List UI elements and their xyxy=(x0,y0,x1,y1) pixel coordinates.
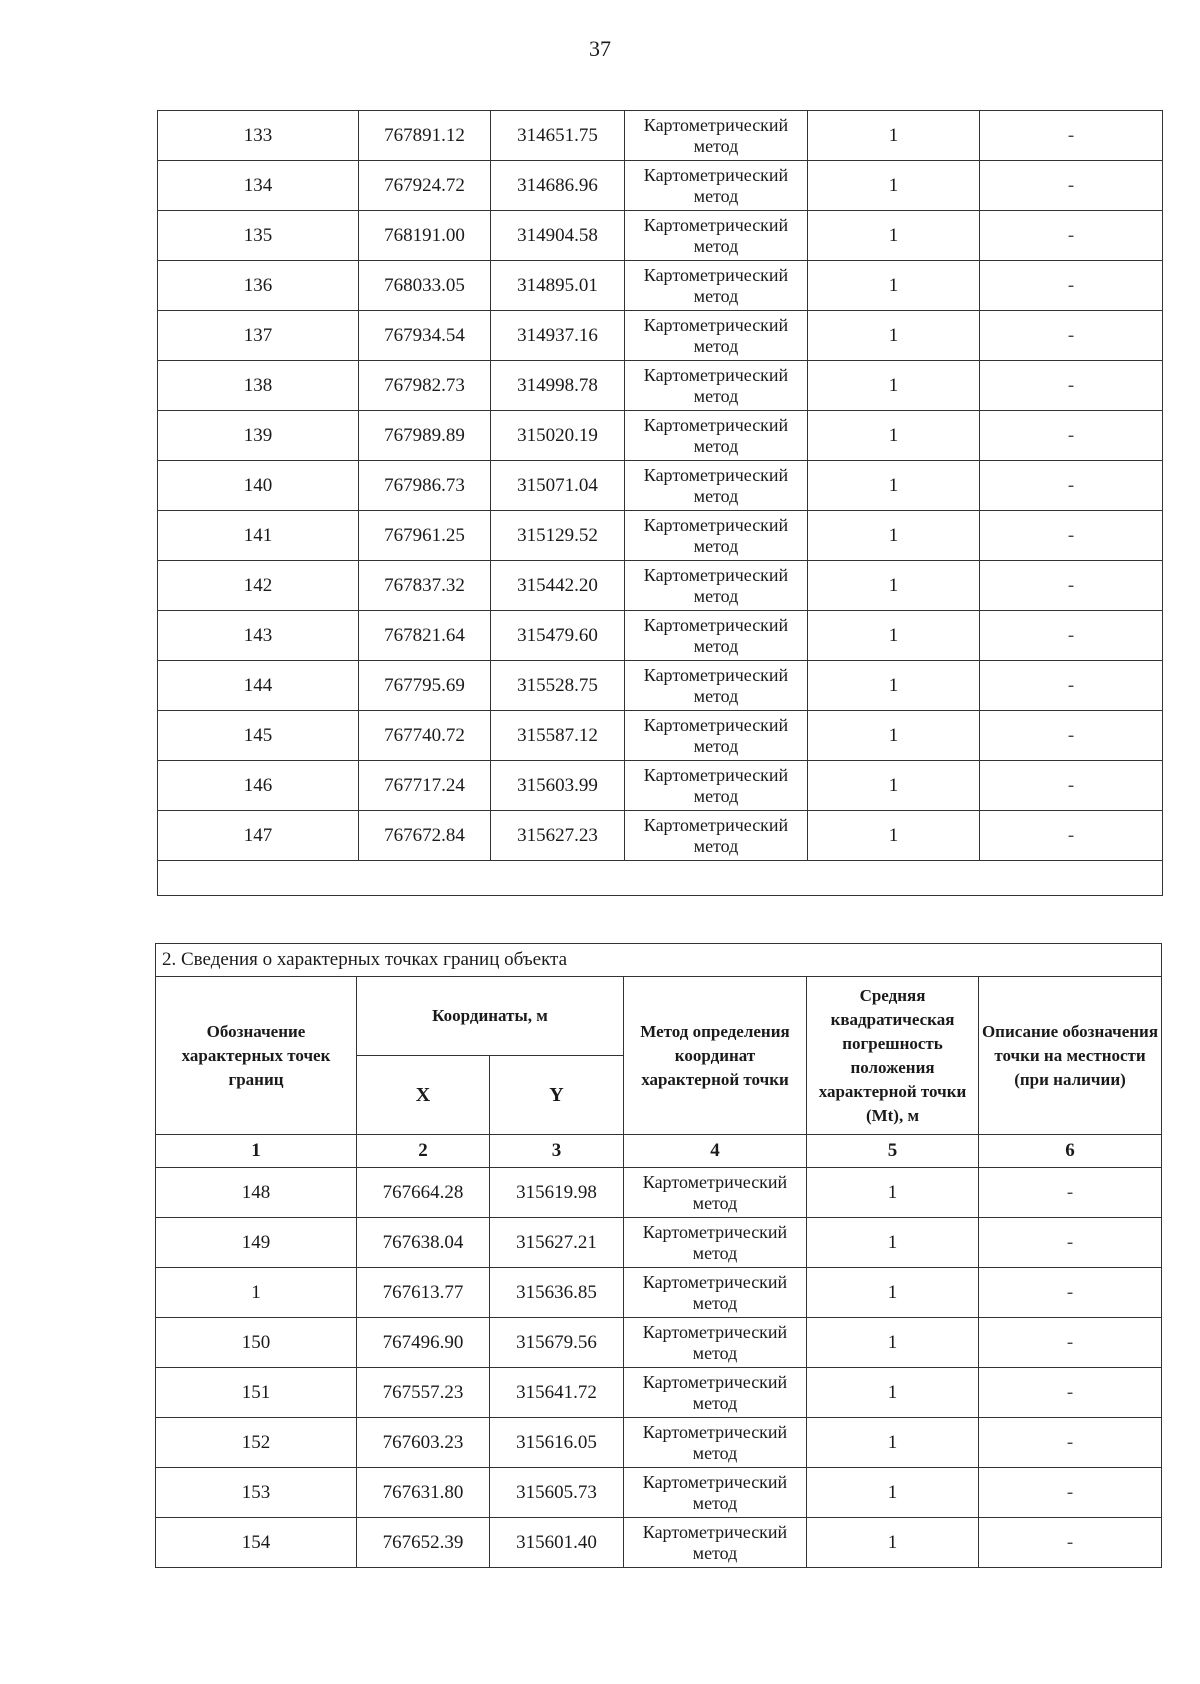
x-coordinate-cell: 767652.39 xyxy=(357,1518,490,1568)
coordinates-table-continued xyxy=(157,110,1163,896)
error-cell: 1 xyxy=(808,261,980,311)
description-cell: - xyxy=(980,661,1163,711)
table-row xyxy=(158,611,1163,661)
point-id-cell: 135 xyxy=(158,211,359,261)
x-coordinate-cell: 768033.05 xyxy=(359,261,491,311)
y-coordinate-cell: 315605.73 xyxy=(490,1468,624,1518)
error-cell: 1 xyxy=(807,1318,979,1368)
point-id-cell: 137 xyxy=(158,311,359,361)
method-cell: Картометрический метод xyxy=(624,1468,807,1518)
y-coordinate-cell: 314904.58 xyxy=(491,211,625,261)
column-number: 5 xyxy=(807,1135,979,1168)
description-cell: - xyxy=(980,811,1163,861)
point-id-cell: 133 xyxy=(158,111,359,161)
method-cell: Картометрический метод xyxy=(624,1168,807,1218)
description-cell: - xyxy=(980,161,1163,211)
y-coordinate-cell: 315479.60 xyxy=(491,611,625,661)
column-numbers-row xyxy=(156,1135,1162,1168)
point-id-cell: 1 xyxy=(156,1268,357,1318)
empty-row xyxy=(158,861,1163,896)
error-cell: 1 xyxy=(808,711,980,761)
error-cell: 1 xyxy=(808,561,980,611)
x-coordinate-cell: 767837.32 xyxy=(359,561,491,611)
error-cell: 1 xyxy=(807,1268,979,1318)
point-id-cell: 147 xyxy=(158,811,359,861)
error-cell: 1 xyxy=(808,411,980,461)
point-id-cell: 145 xyxy=(158,711,359,761)
method-cell: Картометрический метод xyxy=(624,1368,807,1418)
y-coordinate-cell: 315636.85 xyxy=(490,1268,624,1318)
point-id-cell: 138 xyxy=(158,361,359,411)
description-cell: - xyxy=(980,561,1163,611)
error-cell: 1 xyxy=(807,1218,979,1268)
x-coordinate-cell: 767924.72 xyxy=(359,161,491,211)
column-number: 4 xyxy=(624,1135,807,1168)
table-row xyxy=(156,1418,1162,1468)
page-number: 37 xyxy=(589,36,611,61)
error-cell: 1 xyxy=(808,461,980,511)
error-cell: 1 xyxy=(808,511,980,561)
description-cell: - xyxy=(980,211,1163,261)
y-coordinate-cell: 315603.99 xyxy=(491,761,625,811)
header-x: X xyxy=(357,1056,490,1135)
description-cell: - xyxy=(979,1518,1162,1568)
table-row xyxy=(158,161,1163,211)
description-cell: - xyxy=(979,1418,1162,1468)
table-row xyxy=(156,1218,1162,1268)
description-cell: - xyxy=(980,611,1163,661)
table-row xyxy=(158,211,1163,261)
header-coordinates: Координаты, м xyxy=(357,977,624,1056)
y-coordinate-cell: 315627.21 xyxy=(490,1218,624,1268)
table-row xyxy=(158,711,1163,761)
description-cell: - xyxy=(979,1268,1162,1318)
table-row xyxy=(158,361,1163,411)
y-coordinate-cell: 315619.98 xyxy=(490,1168,624,1218)
method-cell: Картометрический метод xyxy=(625,461,808,511)
error-cell: 1 xyxy=(808,611,980,661)
table-row xyxy=(158,511,1163,561)
error-cell: 1 xyxy=(807,1518,979,1568)
description-cell: - xyxy=(980,511,1163,561)
x-coordinate-cell: 767496.90 xyxy=(357,1318,490,1368)
table-row xyxy=(156,1318,1162,1368)
description-cell: - xyxy=(980,411,1163,461)
x-coordinate-cell: 767603.23 xyxy=(357,1418,490,1468)
description-cell: - xyxy=(979,1168,1162,1218)
y-coordinate-cell: 314686.96 xyxy=(491,161,625,211)
point-id-cell: 151 xyxy=(156,1368,357,1418)
y-coordinate-cell: 315587.12 xyxy=(491,711,625,761)
point-id-cell: 136 xyxy=(158,261,359,311)
table-row xyxy=(156,1468,1162,1518)
table-row xyxy=(156,1518,1162,1568)
table1-body xyxy=(158,111,1163,896)
x-coordinate-cell: 767631.80 xyxy=(357,1468,490,1518)
description-cell: - xyxy=(979,1218,1162,1268)
point-id-cell: 143 xyxy=(158,611,359,661)
point-id-cell: 154 xyxy=(156,1518,357,1568)
x-coordinate-cell: 767961.25 xyxy=(359,511,491,561)
y-coordinate-cell: 314937.16 xyxy=(491,311,625,361)
point-id-cell: 134 xyxy=(158,161,359,211)
error-cell: 1 xyxy=(808,661,980,711)
x-coordinate-cell: 767740.72 xyxy=(359,711,491,761)
table-row xyxy=(158,561,1163,611)
x-coordinate-cell: 767989.89 xyxy=(359,411,491,461)
x-coordinate-cell: 767664.28 xyxy=(357,1168,490,1218)
method-cell: Картометрический метод xyxy=(624,1218,807,1268)
point-id-cell: 139 xyxy=(158,411,359,461)
header-designation: Обозначение характерных точек границ xyxy=(156,977,357,1135)
description-cell: - xyxy=(979,1468,1162,1518)
error-cell: 1 xyxy=(807,1368,979,1418)
header-error: Средняя квадратическая погрешность положения характерной точки (Mt), м xyxy=(807,977,979,1135)
description-cell: - xyxy=(980,761,1163,811)
column-number: 3 xyxy=(490,1135,624,1168)
section-title: 2. Сведения о характерных точках границ объекта xyxy=(156,944,1162,977)
table-row xyxy=(158,411,1163,461)
point-id-cell: 141 xyxy=(158,511,359,561)
method-cell: Картометрический метод xyxy=(625,261,808,311)
point-id-cell: 150 xyxy=(156,1318,357,1368)
method-cell: Картометрический метод xyxy=(624,1318,807,1368)
table-row xyxy=(158,311,1163,361)
description-cell: - xyxy=(980,311,1163,361)
column-number: 2 xyxy=(357,1135,490,1168)
y-coordinate-cell: 315071.04 xyxy=(491,461,625,511)
method-cell: Картометрический метод xyxy=(624,1518,807,1568)
method-cell: Картометрический метод xyxy=(624,1268,807,1318)
description-cell: - xyxy=(980,461,1163,511)
table2-body xyxy=(156,1168,1162,1568)
point-id-cell: 149 xyxy=(156,1218,357,1268)
header-description: Описание обозначения точки на местности (при наличии) xyxy=(979,977,1162,1135)
table-row xyxy=(158,261,1163,311)
x-coordinate-cell: 767982.73 xyxy=(359,361,491,411)
error-cell: 1 xyxy=(807,1418,979,1468)
x-coordinate-cell: 768191.00 xyxy=(359,211,491,261)
y-coordinate-cell: 315442.20 xyxy=(491,561,625,611)
table-row xyxy=(158,111,1163,161)
method-cell: Картометрический метод xyxy=(625,711,808,761)
error-cell: 1 xyxy=(808,211,980,261)
error-cell: 1 xyxy=(808,111,980,161)
y-coordinate-cell: 315679.56 xyxy=(490,1318,624,1368)
empty-cell xyxy=(158,861,1163,896)
x-coordinate-cell: 767638.04 xyxy=(357,1218,490,1268)
table-row xyxy=(156,1268,1162,1318)
boundary-points-table xyxy=(155,943,1162,1568)
point-id-cell: 142 xyxy=(158,561,359,611)
point-id-cell: 146 xyxy=(158,761,359,811)
y-coordinate-cell: 314651.75 xyxy=(491,111,625,161)
header-y: Y xyxy=(490,1056,624,1135)
x-coordinate-cell: 767717.24 xyxy=(359,761,491,811)
description-cell: - xyxy=(979,1368,1162,1418)
table-row xyxy=(158,761,1163,811)
y-coordinate-cell: 315129.52 xyxy=(491,511,625,561)
point-id-cell: 140 xyxy=(158,461,359,511)
x-coordinate-cell: 767795.69 xyxy=(359,661,491,711)
description-cell: - xyxy=(980,711,1163,761)
x-coordinate-cell: 767934.54 xyxy=(359,311,491,361)
y-coordinate-cell: 314895.01 xyxy=(491,261,625,311)
description-cell: - xyxy=(979,1318,1162,1368)
error-cell: 1 xyxy=(808,761,980,811)
description-cell: - xyxy=(980,111,1163,161)
error-cell: 1 xyxy=(808,811,980,861)
method-cell: Картометрический метод xyxy=(625,761,808,811)
error-cell: 1 xyxy=(808,311,980,361)
method-cell: Картометрический метод xyxy=(624,1418,807,1468)
error-cell: 1 xyxy=(807,1168,979,1218)
table-row xyxy=(158,661,1163,711)
table-row xyxy=(158,461,1163,511)
x-coordinate-cell: 767986.73 xyxy=(359,461,491,511)
table-row xyxy=(158,811,1163,861)
description-cell: - xyxy=(980,261,1163,311)
column-number: 1 xyxy=(156,1135,357,1168)
y-coordinate-cell: 315528.75 xyxy=(491,661,625,711)
x-coordinate-cell: 767672.84 xyxy=(359,811,491,861)
y-coordinate-cell: 315616.05 xyxy=(490,1418,624,1468)
column-number: 6 xyxy=(979,1135,1162,1168)
point-id-cell: 152 xyxy=(156,1418,357,1468)
description-cell: - xyxy=(980,361,1163,411)
point-id-cell: 153 xyxy=(156,1468,357,1518)
table-row xyxy=(156,1368,1162,1418)
y-coordinate-cell: 315641.72 xyxy=(490,1368,624,1418)
method-cell: Картометрический метод xyxy=(625,661,808,711)
method-cell: Картометрический метод xyxy=(625,611,808,661)
error-cell: 1 xyxy=(808,161,980,211)
header-method: Метод определения координат характерной точки xyxy=(624,977,807,1135)
point-id-cell: 148 xyxy=(156,1168,357,1218)
method-cell: Картометрический метод xyxy=(625,211,808,261)
x-coordinate-cell: 767557.23 xyxy=(357,1368,490,1418)
y-coordinate-cell: 315601.40 xyxy=(490,1518,624,1568)
y-coordinate-cell: 314998.78 xyxy=(491,361,625,411)
x-coordinate-cell: 767821.64 xyxy=(359,611,491,661)
x-coordinate-cell: 767613.77 xyxy=(357,1268,490,1318)
error-cell: 1 xyxy=(807,1468,979,1518)
method-cell: Картометрический метод xyxy=(625,811,808,861)
method-cell: Картометрический метод xyxy=(625,361,808,411)
table-row xyxy=(156,1168,1162,1218)
method-cell: Картометрический метод xyxy=(625,161,808,211)
error-cell: 1 xyxy=(808,361,980,411)
y-coordinate-cell: 315627.23 xyxy=(491,811,625,861)
y-coordinate-cell: 315020.19 xyxy=(491,411,625,461)
method-cell: Картометрический метод xyxy=(625,511,808,561)
x-coordinate-cell: 767891.12 xyxy=(359,111,491,161)
point-id-cell: 144 xyxy=(158,661,359,711)
method-cell: Картометрический метод xyxy=(625,111,808,161)
method-cell: Картометрический метод xyxy=(625,411,808,461)
method-cell: Картометрический метод xyxy=(625,311,808,361)
method-cell: Картометрический метод xyxy=(625,561,808,611)
